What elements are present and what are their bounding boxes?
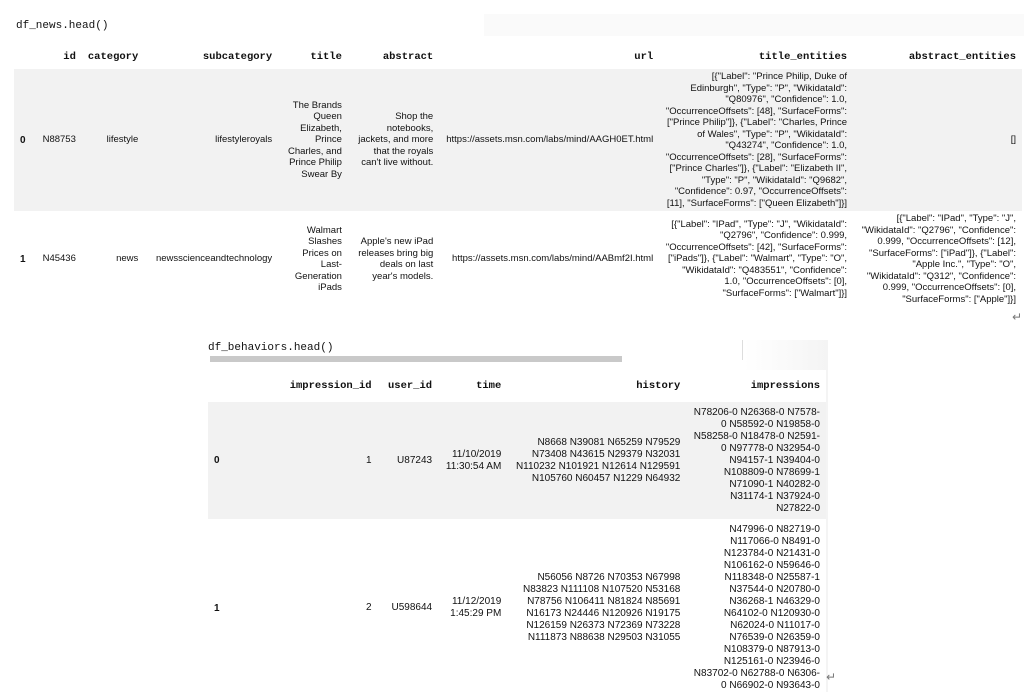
cell-impressions: N78206-0 N26368-0 N7578-0 N58592-0 N19858-0 N58258-0 N18478-0 N2591-0 N97778-0 N32954-0 N94157-1 N39404-0 N108809-0 N78699-1 N71090-1 N40282-0 N31174-1 N37924-0 N27822-0 bbox=[686, 402, 826, 519]
row-index: 1 bbox=[208, 519, 284, 697]
cell-category: lifestyle bbox=[82, 69, 144, 211]
news-col-header-title: title bbox=[278, 44, 348, 69]
news-col-header-abstract-entities: abstract_entities bbox=[853, 44, 1022, 69]
cell-history: N8668 N39081 N65259 N79529 N73408 N43615 N29379 N32031 N110232 N101921 N12614 N129591 N105760 N60457 N1229 N64932 bbox=[507, 402, 686, 519]
col-header-impression-id: impression_id bbox=[284, 370, 378, 402]
col-header-user-id: user_id bbox=[378, 370, 438, 402]
cell-id: N45436 bbox=[32, 211, 82, 307]
row-index: 0 bbox=[14, 69, 32, 211]
table-row bbox=[208, 402, 826, 519]
news-header-row bbox=[14, 44, 1022, 69]
behaviors-header-row bbox=[208, 370, 826, 402]
news-col-header-subcategory: subcategory bbox=[144, 44, 278, 69]
cell-title: The Brands Queen Elizabeth, Prince Charles, and Prince Philip Swear By bbox=[278, 69, 348, 211]
col-header-time: time bbox=[438, 370, 507, 402]
cell-impressions: N47996-0 N82719-0 N117066-0 N8491-0 N123784-0 N21431-0 N106162-0 N59646-0 N118348-0 N25587-1 N37544-0 N20780-0 N36268-1 N46329-0 N64102-0 N120930-0 N62024-0 N11017-0 N76539-0 N26359-0 N108379-0 N87913-0 N125161-0 N23946-0 N83702-0 N62788-0 N6306-0 N66902-0 N93643-0 bbox=[686, 519, 826, 697]
cell-url: https://assets.msn.com/labs/mind/AAGH0ET.html bbox=[439, 69, 659, 211]
behaviors-output-panel bbox=[196, 340, 837, 692]
news-code-text: df_news.head() bbox=[16, 20, 109, 32]
behaviors-index-header bbox=[208, 370, 284, 402]
table-row bbox=[208, 519, 826, 697]
cell-id: N88753 bbox=[32, 69, 82, 211]
cell-abstract: Shop the notebooks, jackets, and more that the royals can't live without. bbox=[348, 69, 439, 211]
cell-url: https://assets.msn.com/labs/mind/AABmf2I.html bbox=[439, 211, 659, 307]
news-code-cell[interactable] bbox=[16, 14, 485, 36]
cell-time: 11/10/2019 11:30:54 AM bbox=[438, 402, 507, 519]
return-arrow-icon: ↵ bbox=[826, 670, 837, 684]
horizontal-scrollbar[interactable] bbox=[210, 356, 622, 362]
table-row bbox=[14, 69, 1022, 211]
cell-time: 11/12/2019 1:45:29 PM bbox=[438, 519, 507, 697]
behaviors-code-text[interactable]: df_behaviors.head() bbox=[208, 342, 334, 354]
table-row bbox=[14, 211, 1022, 307]
cell-user-id: U598644 bbox=[378, 519, 438, 697]
cell-title-entities: [{"Label": "Prince Philip, Duke of Edinburgh", "Type": "P", "WikidataId": "Q80976", "Confidence": 1.0, "OccurrenceOffsets": [48], "SurfaceForms": ["Prince Philip"]}, {"Label": "Charles, Prince of Wales", "Type": "P", "WikidataId": "Q43274", "Confidence": 1.0, "OccurrenceOffsets": [28], "SurfaceForms": ["Prince Charles"]}, {"Label": "Elizabeth II", "Type": "P", "WikidataId": "Q9682", "Confidence": 0.97, "OccurrenceOffsets": [11], "SurfaceForms": ["Queen Elizabeth"]}] bbox=[659, 69, 853, 211]
cell-impression-id: 2 bbox=[284, 519, 378, 697]
code-cell-divider bbox=[742, 340, 743, 360]
cell-abstract-entities: [] bbox=[853, 69, 1022, 211]
news-code-cell-right bbox=[484, 14, 1024, 36]
row-index: 0 bbox=[208, 402, 284, 519]
cell-title-entities: [{"Label": "IPad", "Type": "J", "WikidataId": "Q2796", "Confidence": 0.999, "OccurrenceOffsets": [42], "SurfaceForms": ["iPads"]}, {"Label": "Walmart", "Type": "O", "WikidataId": "Q483551", "Confidence": 1.0, "OccurrenceOffsets": [0], "SurfaceForms": ["Walmart"]}] bbox=[659, 211, 853, 307]
cell-impression-id: 1 bbox=[284, 402, 378, 519]
cell-abstract-entities: [{"Label": "IPad", "Type": "J", "WikidataId": "Q2796", "Confidence": 0.999, "OccurrenceOffsets": [12], "SurfaceForms": ["iPad"]}, {"Label": "Apple Inc.", "Type": "O", "WikidataId": "Q312", "Confidence": 0.999, "OccurrenceOffsets": [0], "SurfaceForms": ["Apple"]}] bbox=[853, 211, 1022, 307]
behaviors-dataframe-table bbox=[208, 370, 826, 697]
news-col-header-abstract: abstract bbox=[348, 44, 439, 69]
return-arrow-icon: ↵ bbox=[1012, 310, 1023, 324]
news-col-header-category: category bbox=[82, 44, 144, 69]
news-output-panel bbox=[0, 8, 1024, 323]
cell-history: N56056 N8726 N70353 N67998 N83823 N111108 N107520 N53168 N78756 N106411 N81824 N85691 N16173 N24446 N120926 N19175 N126159 N26373 N72369 N73228 N111873 N88638 N29503 N31055 bbox=[507, 519, 686, 697]
cell-user-id: U87243 bbox=[378, 402, 438, 519]
cell-title: Walmart Slashes Prices on Last-Generation iPads bbox=[278, 211, 348, 307]
col-header-history: history bbox=[507, 370, 686, 402]
news-col-header-title-entities: title_entities bbox=[659, 44, 853, 69]
cell-abstract: Apple's new iPad releases bring big deals on last year's models. bbox=[348, 211, 439, 307]
row-index: 1 bbox=[14, 211, 32, 307]
news-index-header bbox=[14, 44, 32, 69]
news-dataframe-table bbox=[14, 44, 1022, 307]
cell-subcategory: newsscienceandtechnology bbox=[144, 211, 278, 307]
cell-category: news bbox=[82, 211, 144, 307]
news-col-header-url: url bbox=[439, 44, 659, 69]
cell-subcategory: lifestyleroyals bbox=[144, 69, 278, 211]
news-col-header-id: id bbox=[32, 44, 82, 69]
col-header-impressions: impressions bbox=[686, 370, 826, 402]
